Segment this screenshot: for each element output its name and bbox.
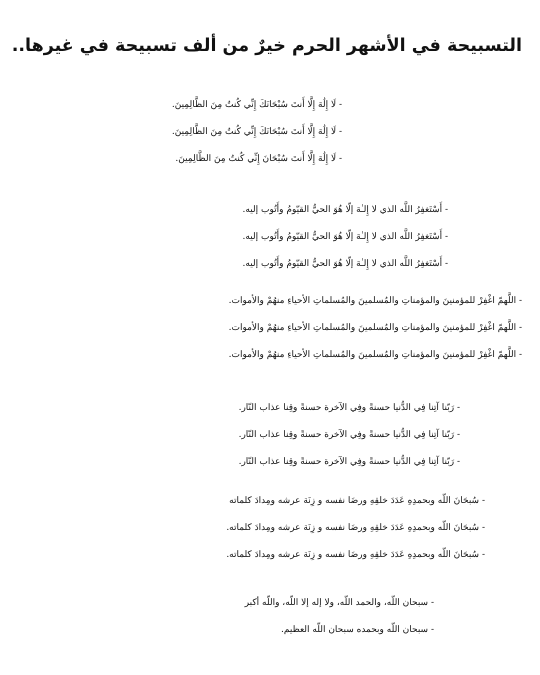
- dhikr-section-2: [0, 197, 540, 278]
- dhikr-line: - لَا إِلَٰهَ إِلَّا أَنتَ سُبْحَانَكَ إِنِّي كُنتُ مِنَ الظَّالِمِينَ.: [171, 100, 342, 110]
- dhikr-line: - سُبحَانَ اللّه وبحمدِهِ عَدَدَ خلقِهِ ورضَا نفسه و زِنَة عرشه ومِدادَ كلماته: [229, 496, 485, 506]
- dhikr-line: - لَا إِلَٰهَ إِلَّا أَنتَ سُبْحَانَكَ إِنِّي كُنتُ مِنَ الظَّالِمِينَ.: [171, 127, 342, 137]
- dhikr-line: - اللَّهمّ اغْفِرْ للمؤمنينَ والمؤمناتِ والمُسلمينَ والمُسلماتِ الأحياءِ منهُمْ والأموات.: [228, 296, 522, 306]
- dhikr-line: - أَسْتَغفِرُ اللَّه الذي لا إِلـٰهَ إلّا هُوَ الحيُّ القيّومُ وأَتُوب إليه.: [242, 232, 448, 242]
- dhikr-line: - اللَّهمّ اغْفِرْ للمؤمنينَ والمؤمناتِ والمُسلمينَ والمُسلماتِ الأحياءِ منهُمْ والأموات.: [228, 350, 522, 360]
- dhikr-line: - سبحان اللّه وبحمده سبحان اللّه العظيم.: [281, 625, 434, 635]
- dhikr-section-6: [0, 590, 540, 644]
- dhikr-section-5: [0, 488, 540, 569]
- dhikr-line: - رَبّنا آتِنا فِي الدُّنيا حسنةً وفِي الآخرة حسنةً وقِنا عذاب النّار.: [238, 430, 460, 440]
- dhikr-section-1: [0, 92, 540, 173]
- dhikr-line: - سُبحَانَ اللّه وبحمدِهِ عَدَدَ خلقِهِ ورضَا نفسه و زِنَة عرشه ومِدادَ كلماته.: [226, 550, 485, 560]
- dhikr-line: - رَبّنا آتِنا فِي الدُّنيا حسنةً وفِي الآخرة حسنةً وقِنا عذاب النّار.: [238, 403, 460, 413]
- dhikr-line: - اللَّهمّ اغْفِرْ للمؤمنينَ والمؤمناتِ والمُسلمينَ والمُسلماتِ الأحياءِ منهُمْ والأموات.: [228, 323, 522, 333]
- dhikr-line: - لَا إِلَٰهَ إِلَّا أَنتَ سُبْحَانَ إِنِّي كُنتُ مِنَ الظَّالِمِينَ.: [175, 154, 342, 164]
- dhikr-section-4: [0, 395, 540, 476]
- dhikr-line: - رَبّنا آتِنا فِي الدُّنيا حسنةً وفِي الآخرة حسنةً وقِنا عذاب النّار.: [238, 457, 460, 467]
- page-title: التسبيحة في الأشهر الحرم خيرٌ من ألف تسبيحة في غيرها..: [11, 36, 522, 56]
- dhikr-line: - سبحان اللّه، والحمد اللّه، ولا إله إلا اللّه، واللّه أكبر: [244, 598, 434, 608]
- dhikr-line: - سُبحَانَ اللّه وبحمدِهِ عَدَدَ خلقِهِ ورضَا نفسه و زِنَة عرشه ومِدادَ كلماته.: [226, 523, 485, 533]
- dhikr-line: - أَسْتَغفِرُ اللَّه الذي لا إِلـٰهَ إلّا هُوَ الحيُّ القيّومُ وأَتُوب إليه.: [242, 205, 448, 215]
- dhikr-line: - أَسْتَغفِرُ اللَّه الذي لا إِلـٰهَ إلّا هُوَ الحيُّ القيّومُ وأَتُوب إليه.: [242, 259, 448, 269]
- dhikr-section-3: [0, 288, 540, 369]
